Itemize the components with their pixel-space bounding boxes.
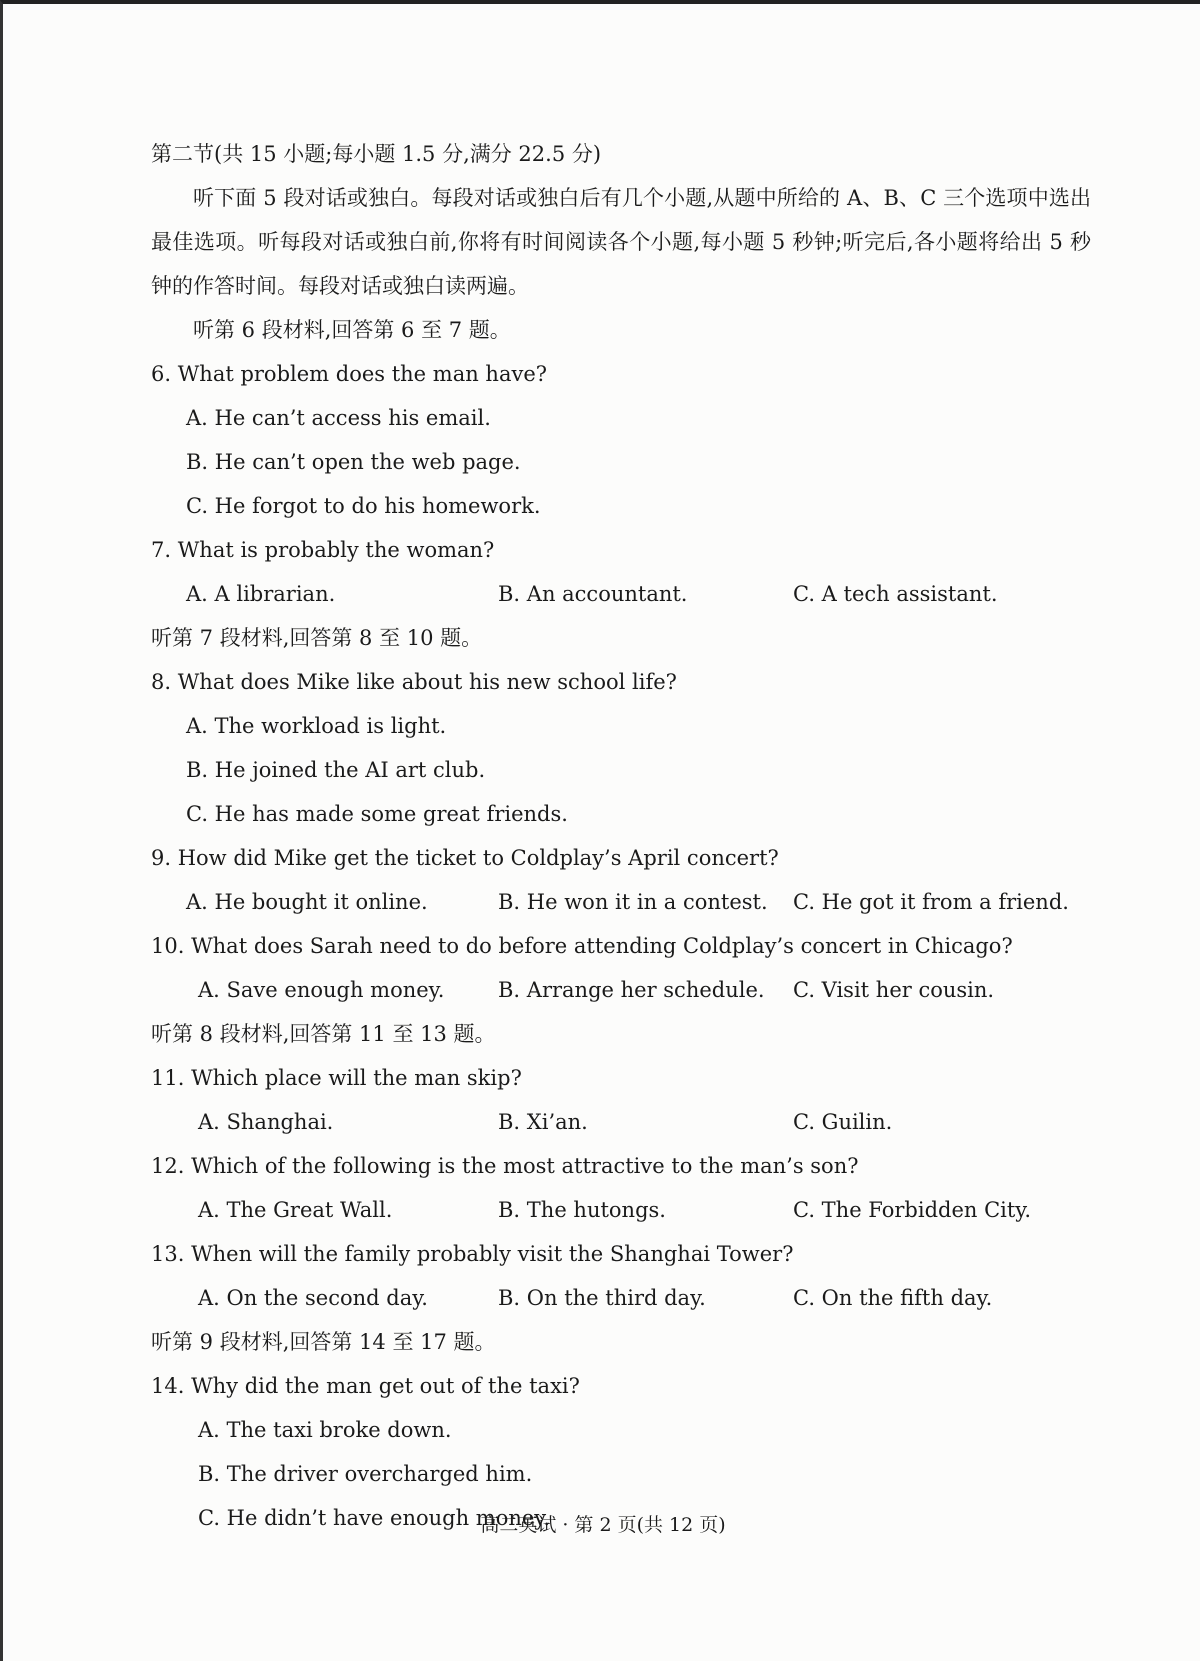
option-10b: B. Arrange her schedule.: [498, 978, 765, 1002]
option-12a: A. The Great Wall.: [198, 1198, 393, 1222]
question-6: 6. What problem does the man have?: [151, 362, 548, 386]
option-10c: C. Visit her cousin.: [793, 978, 995, 1002]
options-9: [151, 880, 1091, 924]
option-7b: B. An accountant.: [498, 582, 688, 606]
question-8: 8. What does Mike like about his new school life?: [151, 670, 677, 694]
section-title: 第二节(共 15 小题;每小题 1.5 分,满分 22.5 分): [151, 142, 602, 166]
option-6b: B. He can’t open the web page.: [186, 450, 521, 474]
question-12: 12. Which of the following is the most attractive to the man’s son?: [151, 1154, 859, 1178]
material-7-heading: 听第 7 段材料,回答第 8 至 10 题。: [151, 626, 483, 650]
option-8a: A. The workload is light.: [186, 714, 447, 738]
option-11b: B. Xi’an.: [498, 1110, 588, 1134]
option-13b: B. On the third day.: [498, 1286, 706, 1310]
option-11c: C. Guilin.: [793, 1110, 893, 1134]
option-7c: C. A tech assistant.: [793, 582, 998, 606]
option-13c: C. On the fifth day.: [793, 1286, 993, 1310]
question-10: 10. What does Sarah need to do before attending Coldplay’s concert in Chicago?: [151, 934, 1013, 958]
option-8b: B. He joined the AI art club.: [186, 758, 486, 782]
options-13: [151, 1276, 1091, 1320]
material-9-heading: 听第 9 段材料,回答第 14 至 17 题。: [151, 1330, 496, 1354]
question-7: 7. What is probably the woman?: [151, 538, 495, 562]
instructions: 听下面 5 段对话或独白。每段对话或独白后有几个小题,从题中所给的 A、B、C 三个选项中选出最佳选项。听每段对话或独白前,你将有时间阅读各个小题,每小题 5 秒钟;听完后,各小题将给出 5 秒钟的作答时间。每段对话或独白读两遍。: [151, 186, 1091, 298]
option-9b: B. He won it in a contest.: [498, 890, 768, 914]
page-footer: 高二英试 · 第 2 页(共 12 页): [480, 1514, 726, 1536]
option-11a: A. Shanghai.: [198, 1110, 334, 1134]
options-7: [151, 572, 1091, 616]
question-11: 11. Which place will the man skip?: [151, 1066, 522, 1090]
options-10: [151, 968, 1091, 1012]
options-12: [151, 1188, 1091, 1232]
option-6c: C. He forgot to do his homework.: [186, 494, 541, 518]
options-11: [151, 1100, 1091, 1144]
option-12c: C. The Forbidden City.: [793, 1198, 1032, 1222]
question-13: 13. When will the family probably visit the Shanghai Tower?: [151, 1242, 794, 1266]
page-content: [151, 132, 1091, 1540]
question-14: 14. Why did the man get out of the taxi?: [151, 1374, 580, 1398]
option-9c: C. He got it from a friend.: [793, 890, 1069, 914]
option-12b: B. The hutongs.: [498, 1198, 666, 1222]
option-8c: C. He has made some great friends.: [186, 802, 568, 826]
material-8-heading: 听第 8 段材料,回答第 11 至 13 题。: [151, 1022, 496, 1046]
option-14c: C. He didn’t have enough money.: [198, 1506, 551, 1530]
option-13a: A. On the second day.: [198, 1286, 428, 1310]
option-9a: A. He bought it online.: [186, 890, 428, 914]
question-9: 9. How did Mike get the ticket to Coldplay’s April concert?: [151, 846, 779, 870]
option-14b: B. The driver overcharged him.: [198, 1462, 533, 1486]
option-10a: A. Save enough money.: [198, 978, 445, 1002]
option-6a: A. He can’t access his email.: [186, 406, 491, 430]
option-14a: A. The taxi broke down.: [198, 1418, 452, 1442]
material-6-heading: 听第 6 段材料,回答第 6 至 7 题。: [193, 318, 511, 342]
option-7a: A. A librarian.: [186, 582, 336, 606]
